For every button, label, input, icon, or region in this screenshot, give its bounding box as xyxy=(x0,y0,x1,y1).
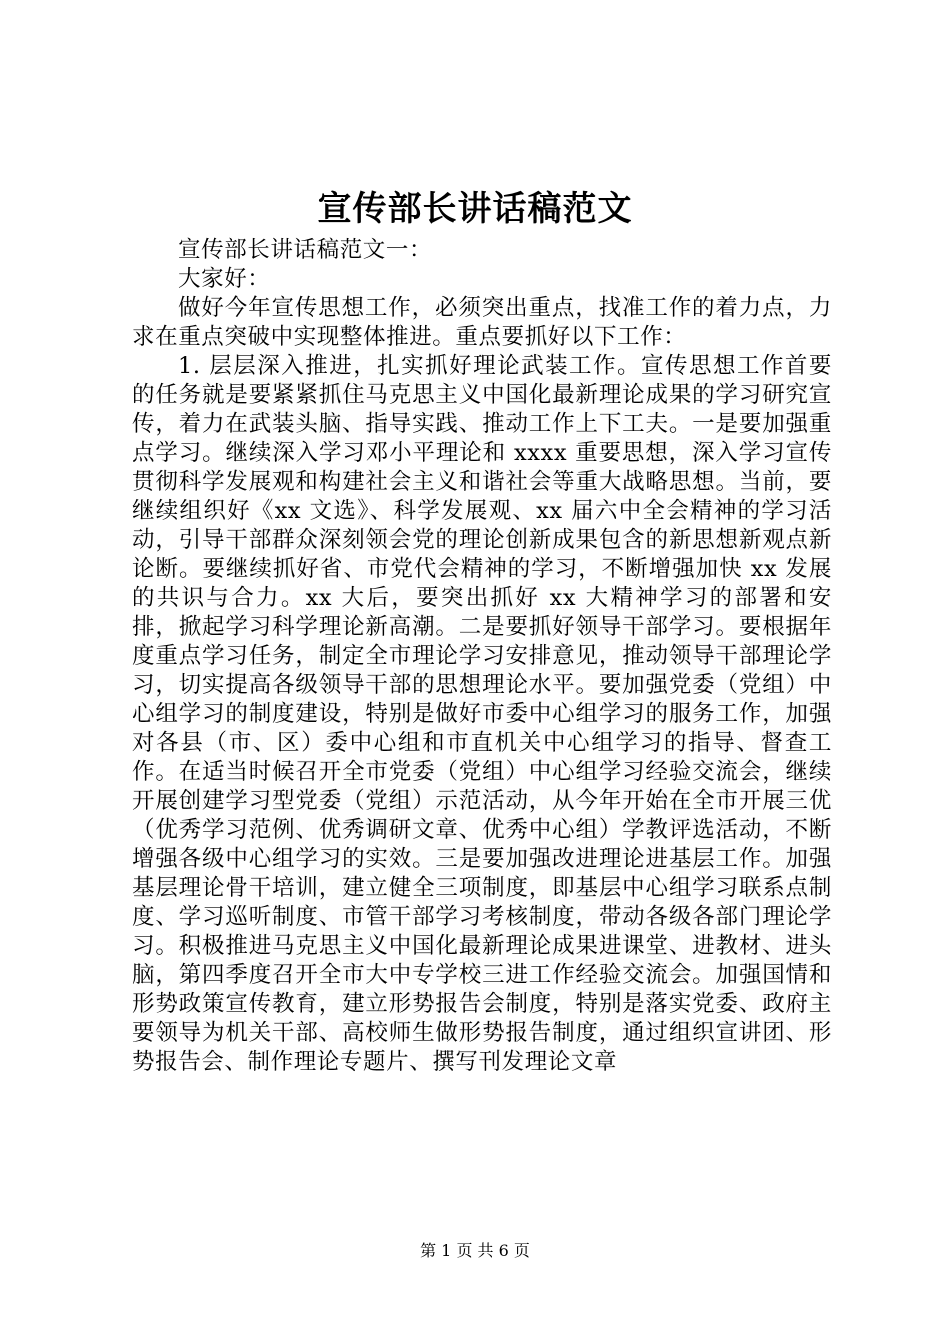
paragraph-section-1: 1. 层层深入推进，扎实抓好理论武装工作。宣传思想工作首要的任务就是要紧紧抓住马克思主义中国化最新理论成果的学习研究宣传，着力在武装头脑、指导实践、推动工作上下工夫。一是要加强重点学习。继续深入学习邓小平理论和 xxxx 重要思想，深入学习宣传贯彻科学发展观和构建社会主义和谐社会等重大战略思想。当前，要继续组织好《xx 文选》、科学发展观、xx 届六中全会精神的学习活动，引导干部群众深刻领会党的理论创新成果包含的新思想新观点新论断。要继续抓好省、市党代会精神的学习，不断增强加快 xx 发展的共识与合力。xx 大后，要突出抓好 xx 大精神学习的部署和安排，掀起学习科学理论新高潮。二是要抓好领导干部学习。要根据年度重点学习任务，制定全市理论学习安排意见，推动领导干部理论学习，切实提高各级领导干部的思想理论水平。要加强党委（党组）中心组学习的制度建设，特别是做好市委中心组学习的服务工作，加强对各县（市、区）委中心组和市直机关中心组学习的指导、督查工作。在适当时候召开全市党委（党组）中心组学习经验交流会，继续开展创建学习型党委（党组）示范活动，从今年开始在全市开展三优（优秀学习范例、优秀调研文章、优秀中心组）学教评选活动，不断增强各级中心组学习的实效。三是要加强改进理论进基层工作。加强基层理论骨干培训，建立健全三项制度，即基层中心组学习联系点制度、学习巡听制度、市管干部学习考核制度，带动各级各部门理论学习。积极推进马克思主义中国化最新理论成果进课堂、进教材、进头脑，第四季度召开全市大中专学校三进工作经验交流会。加强国情和形势政策宣传教育，建立形势报告会制度，特别是落实党委、政府主要领导为机关干部、高校师生做形势报告制度，通过组织宣讲团、形势报告会、制作理论专题片、撰写刊发理论文章 xyxy=(132,353,832,1075)
document-title: 宣传部长讲话稿范文 xyxy=(317,189,633,229)
document-body xyxy=(132,236,832,1077)
page-footer: 第 1 页 共 6 页 xyxy=(420,1241,530,1260)
paragraph-greeting: 大家好： xyxy=(178,266,271,292)
paragraph-subtitle: 宣传部长讲话稿范文一： xyxy=(178,237,433,263)
paragraph-intro: 做好今年宣传思想工作，必须突出重点，找准工作的着力点，力求在重点突破中实现整体推进。重点要抓好以下工作： xyxy=(132,295,832,350)
